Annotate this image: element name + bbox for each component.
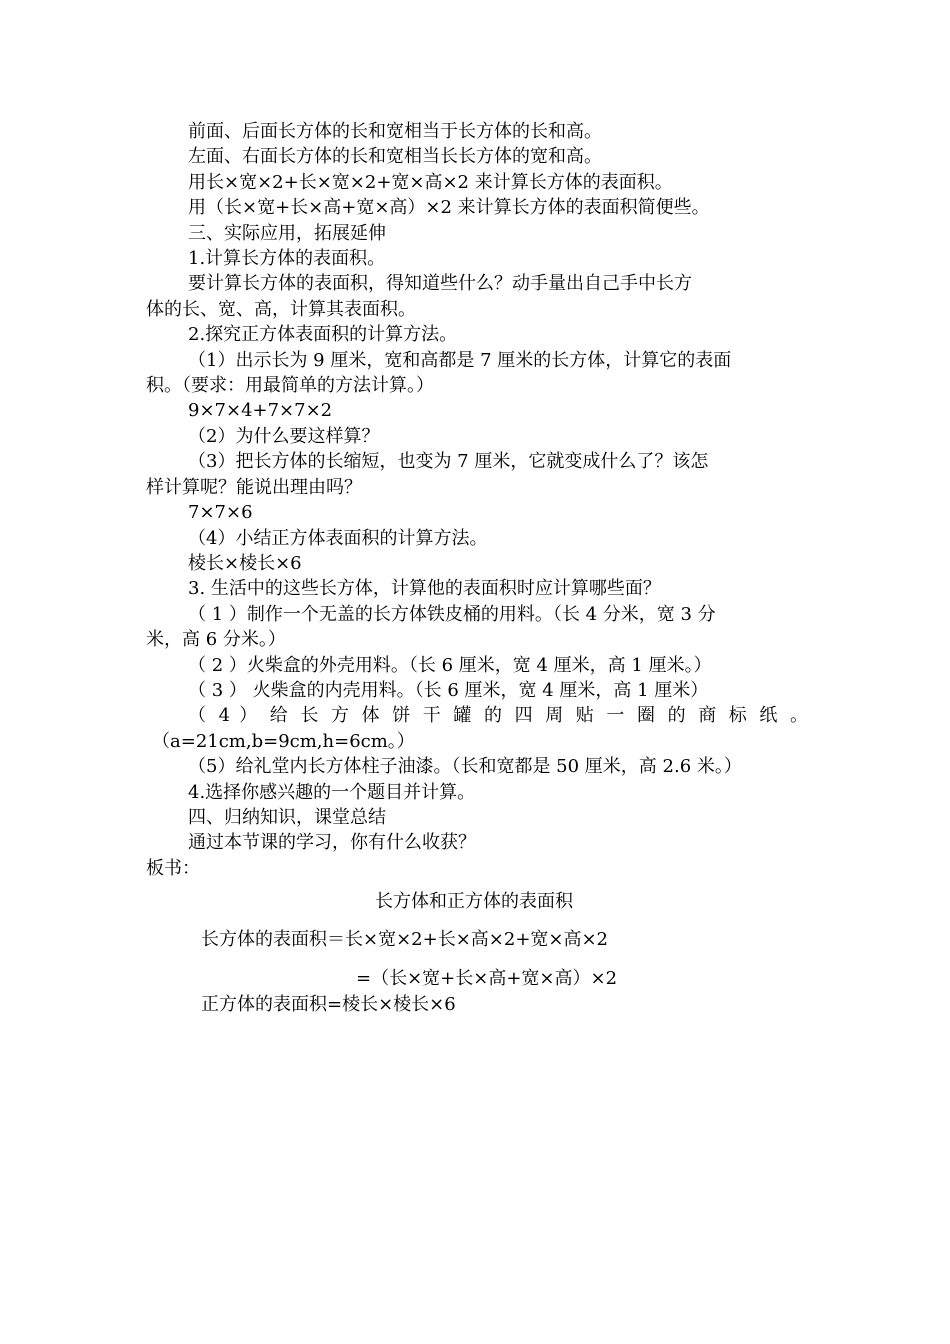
math-expression: 9×7×4+7×7×2: [188, 400, 333, 422]
text-line: （1）出示长为 9 厘米，宽和高都是 7 厘米的长方体，计算它的表面: [188, 349, 732, 371]
document-body: [146, 119, 808, 1017]
text-line: 样计算呢？能说出理由吗？: [146, 476, 362, 498]
text-line: 用长×宽×2+长×宽×2+宽×高×2 来计算长方体的表面积。: [188, 171, 673, 193]
cuboid-surface-formula-simplified: =（长×宽+长×高+宽×高）×2: [356, 968, 618, 990]
section-heading: 三、实际应用，拓展延伸: [188, 222, 386, 244]
text-line: 用（长×宽+长×高+宽×高）×2 来计算长方体的表面积简便些。: [188, 197, 710, 219]
text-line: （ 1 ）制作一个无盖的长方体铁皮桶的用料。（长 4 分米，宽 3 分: [188, 603, 716, 625]
text-line: （a=21cm,b=9cm,h=6cm。）: [152, 730, 415, 752]
text-line: （ 3 ） 火柴盒的内壳用料。（长 6 厘米，宽 4 厘米，高 1 厘米）: [188, 679, 709, 701]
text-line: 通过本节课的学习，你有什么收获？: [188, 832, 476, 854]
text-line: 积。（要求：用最简单的方法计算。）: [146, 375, 434, 397]
text-line: （5）给礼堂内长方体柱子油漆。（长和宽都是 50 厘米，高 2.6 米。）: [188, 756, 742, 778]
text-line: （2）为什么要这样算？: [188, 425, 380, 447]
text-line: （ 2 ）火柴盒的外壳用料。（长 6 厘米，宽 4 厘米，高 1 厘米。）: [188, 654, 712, 676]
text-line: 左面、右面长方体的长和宽相当长长方体的宽和高。: [188, 146, 602, 168]
section-heading: 四、归纳知识，课堂总结: [188, 806, 386, 828]
text-line: 米，高 6 分米。）: [146, 629, 286, 651]
text-line: （4）小结正方体表面积的计算方法。: [188, 527, 488, 549]
board-label: 板书：: [146, 857, 200, 879]
text-line: 3. 生活中的这些长方体，计算他的表面积时应计算哪些面？: [188, 578, 661, 600]
text-line: 要计算长方体的表面积，得知道些什么？动手量出自己手中长方: [188, 273, 692, 295]
text-line: 前面、后面长方体的长和宽相当于长方体的长和高。: [188, 121, 602, 142]
math-expression: 棱长×棱长×6: [188, 552, 302, 574]
cuboid-surface-formula: 长方体的表面积＝长×宽×2+长×高×2+宽×高×2: [201, 929, 609, 951]
text-line: 2.探究正方体表面积的计算方法。: [188, 324, 458, 346]
text-line: 4.选择你感兴趣的一个题目并计算。: [188, 781, 476, 803]
math-expression: 7×7×6: [188, 502, 253, 524]
text-line: （3）把长方体的长缩短，也变为 7 厘米，它就变成什么了？该怎: [188, 451, 709, 473]
text-line: 1.计算长方体的表面积。: [188, 248, 386, 270]
cube-surface-formula: 正方体的表面积=棱长×棱长×6: [201, 994, 456, 1016]
text-line: 体的长、宽、高，计算其表面积。: [146, 298, 416, 320]
text-line: （ 4 ） 给 长 方 体 饼 干 罐 的 四 周 贴 一 圈 的 商 标 纸 。: [188, 705, 808, 727]
board-title: 长方体和正方体的表面积: [375, 891, 573, 913]
